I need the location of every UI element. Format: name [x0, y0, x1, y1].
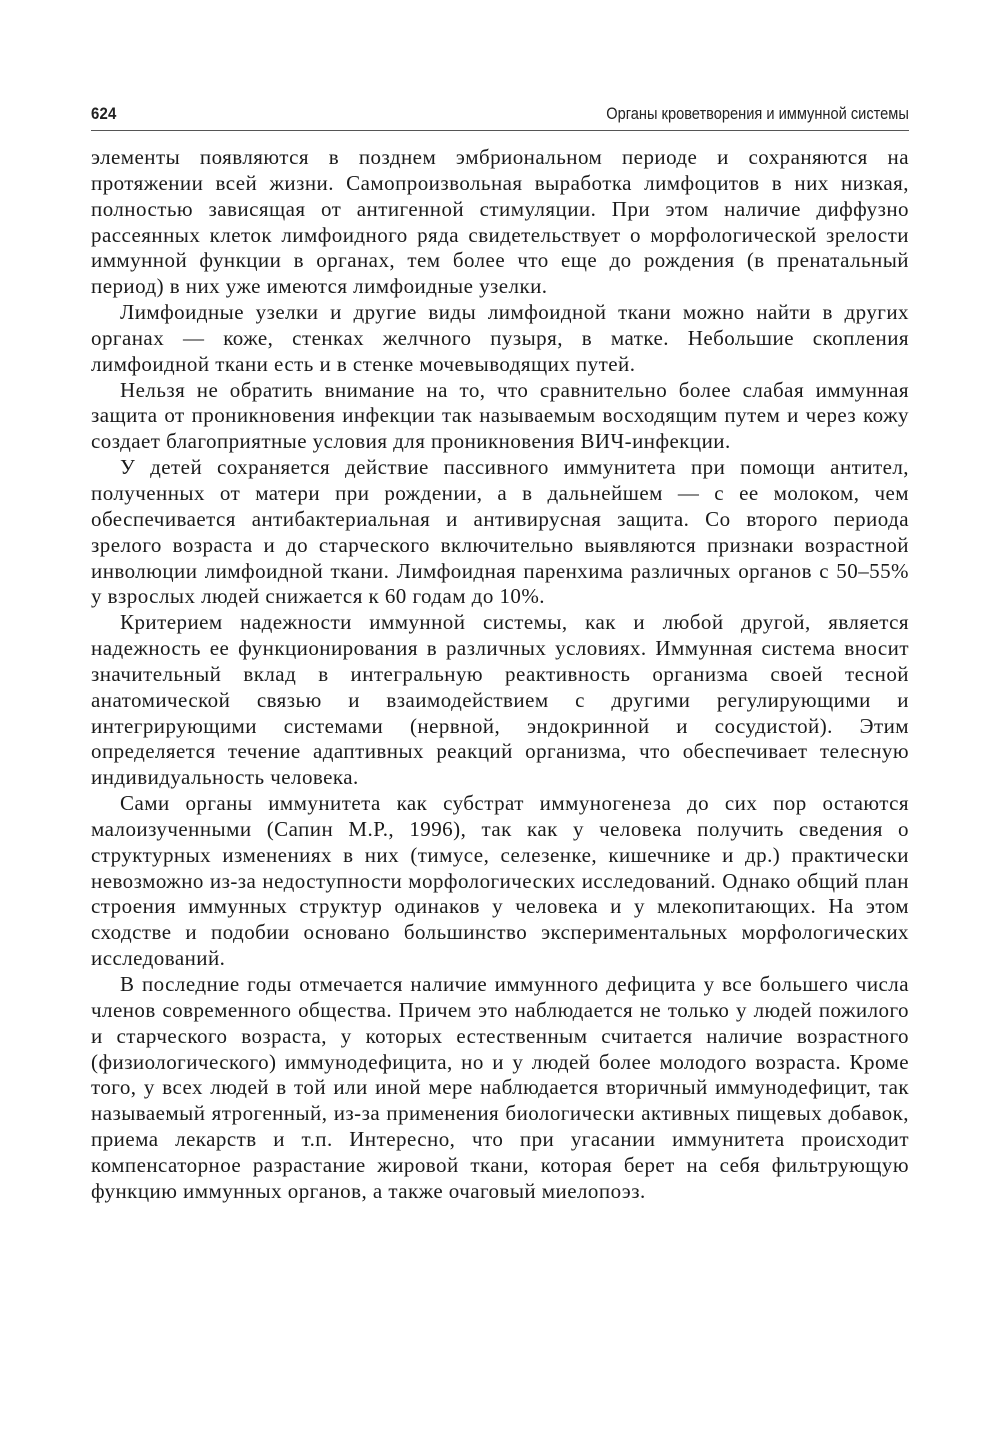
body-text: [91, 145, 909, 1205]
running-title: Органы кроветворения и иммунной системы: [606, 104, 909, 123]
page-number: 624: [91, 104, 117, 123]
paragraph-3: Нельзя не обратить внимание на то, что сравнительно более слабая иммунная защита от проникновения инфекции так называемым восходящим путем и через кожу создает благоприятные условия для проникновения ВИЧ-инфекции.: [91, 377, 909, 454]
paragraph-7: В последние годы отмечается наличие иммунного дефицита у все большего числа членов современного общества. Причем это наблюдается не только у людей пожилого и старческого возраста, у которых естественным считается наличие возрастного (физиологического) иммунодефицита, но и у людей более молодого возраста. Кроме того, у всех людей в той или иной мере наблюдается вторичный иммунодефицит, так называемый ятрогенный, из-за применения биологически активных пищевых добавок, приема лекарств и т.п. Интересно, что при угасании иммунитета происходит компенсаторное разрастание жировой ткани, которая берет на себя фильтрующую функцию иммунных органов, а также очаговый миелопоэз.: [91, 972, 909, 1203]
paragraph-4: У детей сохраняется действие пассивного иммунитета при помощи антител, полученных от матери при рождении, а в дальнейшем — с ее молоком, чем обеспечивается антибактериальная и антивирусная защита. Со второго периода зрелого возраста и до старческого включительно выявляются признаки возрастной инволюции лимфоидной ткани. Лимфоидная паренхима различных органов с 50–55% у взрослых людей снижается к 60 годам до 10%.: [91, 455, 909, 609]
paragraph-5: Критерием надежности иммунной системы, как и любой другой, является надежность ее функционирования в различных условиях. Иммунная система вносит значительный вклад в интегральную реактивность организма своей тесной анатомической связью и взаимодействием с другими регулирующими и интегрирующими системами (нервной, эндокринной и сосудистой). Этим определяется течение адаптивных реакций организма, что обеспечивает телесную индивидуальность человека.: [91, 610, 909, 790]
paragraph-6: Сами органы иммунитета как субстрат иммуногенеза до сих пор остаются малоизученными (Сапин М.Р., 1996), так как у человека получить сведения о структурных изменениях в них (тимусе, селезенке, кишечнике и др.) практически невозможно из-за недоступности морфологических исследований. Однако общий план строения иммунных структур одинаков у человека и у млекопитающих. На этом сходстве и подобии основано большинство экспериментальных морфологических исследований.: [91, 791, 909, 971]
paragraph-2: Лимфоидные узелки и другие виды лимфоидной ткани можно найти в других органах — коже, стенках желчного пузыря, в матке. Небольшие скопления лимфоидной ткани есть и в стенке мочевыводящих путей.: [91, 300, 909, 376]
page-header: [91, 100, 909, 128]
paragraph-1: элементы появляются в позднем эмбриональном периоде и сохраняются на протяжении всей жизни. Самопроизвольная выработка лимфоцитов в них низкая, полностью зависящая от антигенной стимуляции. При этом наличие диффузно рассеянных клеток лимфоидного ряда свидетельствует о морфологической зрелости иммунной функции в органах, тем более что еще до рождения (в пренатальный период) в них уже имеются лимфоидные узелки.: [91, 145, 909, 299]
header-divider: [91, 130, 909, 131]
